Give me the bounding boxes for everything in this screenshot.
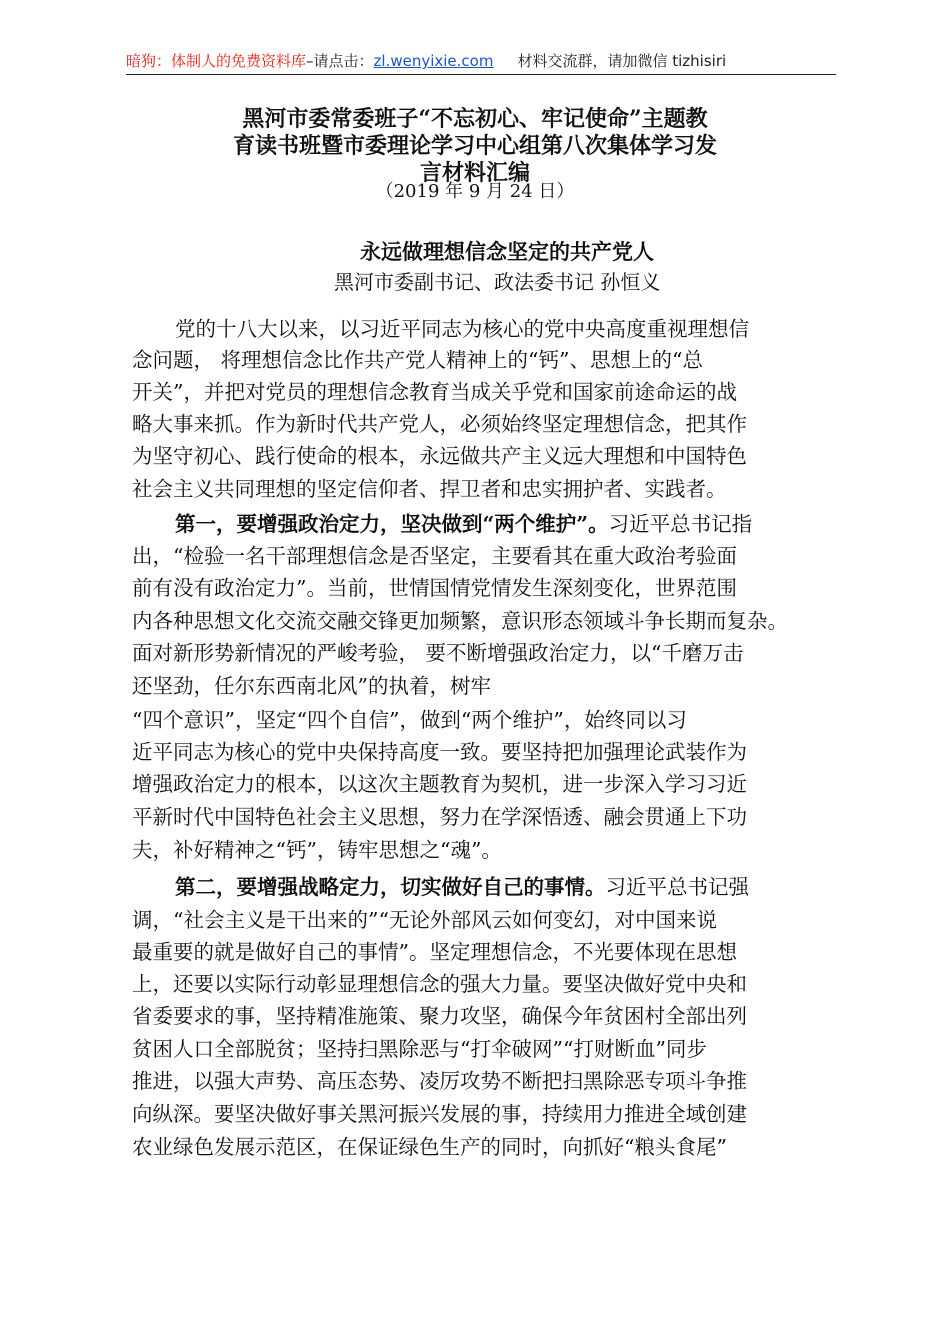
text-line: 第一，要增强政治定力，坚决做到“两个维护”。习近平总书记指	[175, 512, 753, 536]
text-line: 增强政治定力的根本，以这次主题教育为契机，进一步深入学习习近	[132, 772, 747, 796]
title-line: 育读书班暨市委理论学习中心组第八次集体学习发	[232, 133, 717, 159]
text-line: 略大事来抓。作为新时代共产党人，必须始终坚定理想信念，把其作	[132, 412, 747, 436]
source-header	[126, 50, 836, 75]
text-line: 推进，以强大声势、高压态势、凌厉攻势不断把扫黑除恶专项斗争推	[132, 1069, 747, 1093]
section-heading-1: 第一，要增强政治定力，坚决做到“两个维护”。	[175, 512, 609, 536]
text-line: 还坚劲，任尔东西南北风”的执着，树牢	[132, 674, 491, 698]
text-line: 第二，要增强战略定力，切实做好自己的事情。习近平总书记强	[175, 875, 749, 899]
site-label: 暗狗：体制人的免费资料库	[126, 52, 307, 70]
text-line: “四个意识”，坚定“四个自信”，做到“两个维护”，始终同以习	[132, 708, 687, 732]
section-heading-2: 第二，要增强战略定力，切实做好自己的事情。	[175, 875, 606, 899]
speech-title: 永远做理想信念坚定的共产党人	[360, 239, 654, 264]
text-line: 夫，补好精神之“钙”，铸牢思想之“魂”。	[132, 838, 502, 862]
wechat-note: 材料交流群，请加微信 tizhisiri	[517, 52, 727, 70]
site-link[interactable]: zl.wenyixie.com	[373, 52, 494, 70]
text-line: 出，“检验一名干部理想信念是否坚定，主要看其在重大政治考验面	[132, 544, 737, 568]
document-title	[180, 106, 770, 187]
text-line: 前有没有政治定力”。当前，世情国情党情发生深刻变化，世界范围	[132, 576, 737, 600]
text-line: 调，“社会主义是干出来的”“无论外部风云如何变幻，对中国来说	[132, 908, 717, 932]
link-prompt: –请点击：	[306, 52, 374, 70]
text-line: 省委要求的事，坚持精准施策、聚力攻坚，确保今年贫困村全部出列	[132, 1004, 747, 1028]
text-line: 农业绿色发展示范区，在保证绿色生产的同时，向抓好“粮头食尾”	[132, 1135, 727, 1159]
text-line: 最重要的就是做好自己的事情”。坚定理想信念，不光要体现在思想	[132, 940, 737, 964]
title-line: 黑河市委常委班子“不忘初心、牢记使命”主题教	[242, 106, 708, 132]
text-line: 面对新形势新情况的严峻考验， 要不断增强政治定力，以“千磨万击	[132, 641, 744, 665]
text-line: 社会主义共同理想的坚定信仰者、捍卫者和忠实拥护者、实践者。	[132, 477, 727, 501]
document-date: （2019 年 9 月 24 日）	[375, 181, 575, 202]
text-line: 上，还要以实际行动彰显理想信念的强大力量。要坚决做好党中央和	[132, 972, 747, 996]
text-line: 近平同志为核心的党中央保持高度一致。要坚持把加强理论武装作为	[132, 740, 747, 764]
text-line: 党的十八大以来，以习近平同志为核心的党中央高度重视理想信	[175, 317, 749, 341]
text-line: 开关”，并把对党员的理想信念教育当成关乎党和国家前途命运的战	[132, 380, 737, 404]
text-line: 内各种思想文化交流交融交锋更加频繁，意识形态领域斗争长期而复杂。	[132, 609, 788, 633]
speaker-byline: 黑河市委副书记、政法委书记 孙恒义	[334, 270, 661, 294]
text-line: 为坚守初心、践行使命的根本，永远做共产主义远大理想和中国特色	[132, 444, 747, 468]
text-line: 向纵深。要坚决做好事关黑河振兴发展的事，持续用力推进全域创建	[132, 1102, 747, 1126]
title-line: 言材料汇编	[419, 160, 530, 186]
text-line: 念问题， 将理想信念比作共产党人精神上的“钙”、思想上的“总	[132, 348, 703, 372]
text-line: 平新时代中国特色社会主义思想，努力在学深悟透、融会贯通上下功	[132, 805, 747, 829]
text-line: 贫困人口全部脱贫；坚持扫黑除恶与“打伞破网”“打财断血”同步	[132, 1037, 707, 1061]
